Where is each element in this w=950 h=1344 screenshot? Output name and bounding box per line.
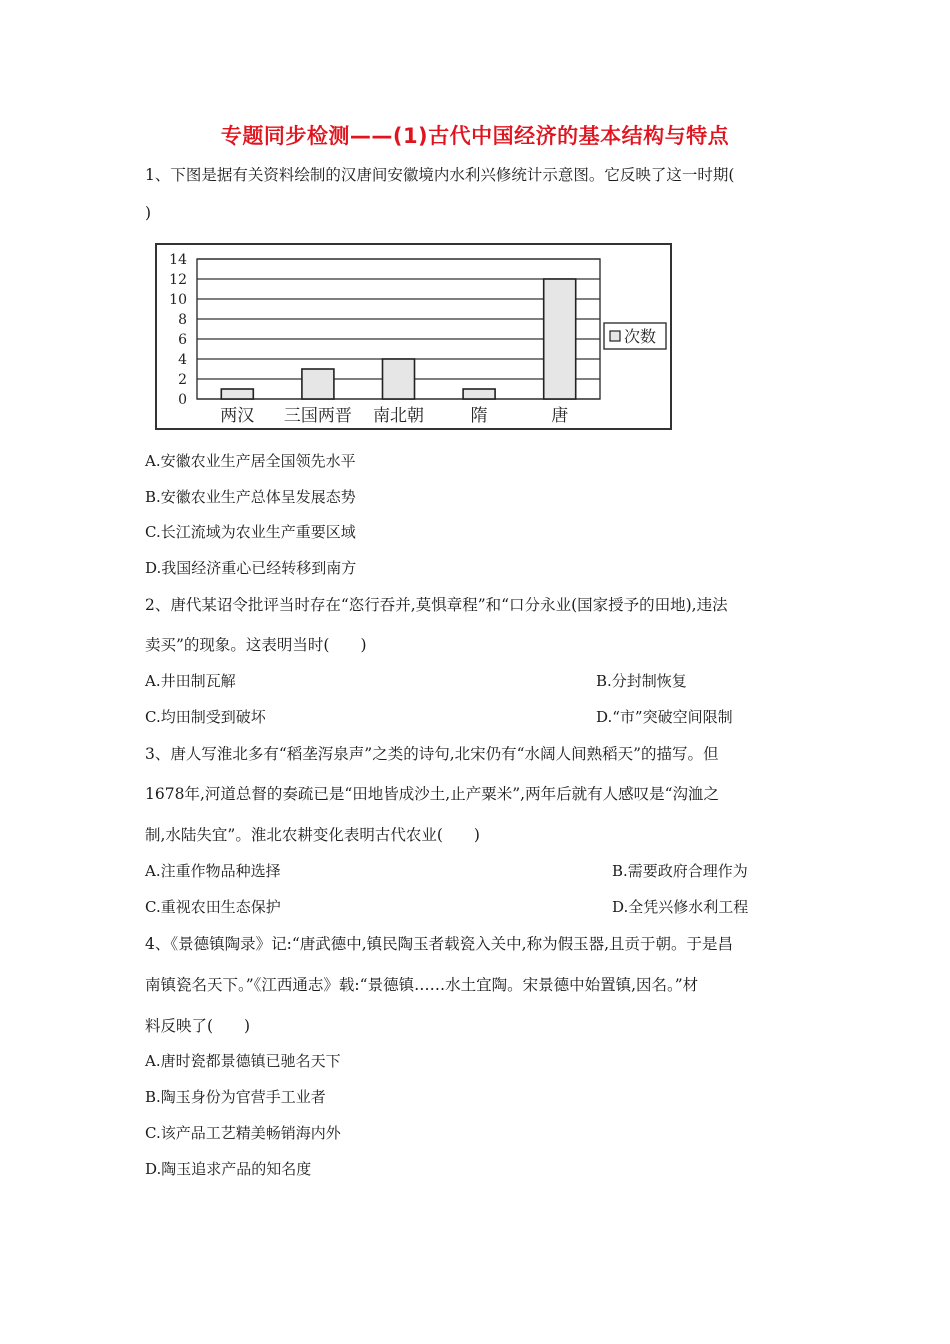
question-3-line-3: 制,水陆失宜”。淮北农耕变化表明古代农业( ) [145,826,480,844]
bar [544,279,576,399]
question-4-option-c[interactable]: C.该产品工艺精美畅销海内外 [145,1124,341,1142]
water-conservancy-chart [155,243,672,430]
question-2-option-d[interactable]: D.“市”突破空间限制 [596,708,733,726]
question-3-option-c[interactable]: C.重视农田生态保护 [145,898,281,916]
question-2-option-a[interactable]: A.井田制瓦解 [145,672,236,690]
y-tick-label: 0 [178,392,187,408]
x-tick-label: 三国两晋 [283,406,352,426]
question-4-option-b[interactable]: B.陶玉身份为官营手工业者 [145,1088,326,1106]
x-tick-label: 隋 [470,406,488,426]
legend-label: 次数 [624,327,657,346]
question-2-line-1: 2、唐代某诏令批评当时存在“恣行吞并,莫惧章程”和“口分永业(国家授予的田地),违法 [145,596,728,614]
y-tick-label: 14 [169,252,187,268]
question-4-option-d[interactable]: D.陶玉追求产品的知名度 [145,1160,312,1178]
question-3-option-b[interactable]: B.需要政府合理作为 [612,862,748,880]
question-2-option-c[interactable]: C.均田制受到破坏 [145,708,266,726]
y-tick-label: 2 [178,372,187,388]
question-1-option-b[interactable]: B.安徽农业生产总体呈发展态势 [145,488,356,506]
question-2-line-2: 卖买”的现象。这表明当时( ) [145,636,367,654]
x-tick-label: 唐 [551,406,569,426]
bar [302,369,334,399]
question-4-line-1: 4、《景德镇陶录》记:“唐武德中,镇民陶玉者载瓷入关中,称为假玉器,且贡于朝。于是昌 [145,935,734,953]
question-2-option-b[interactable]: B.分封制恢复 [596,672,687,690]
question-3-option-a[interactable]: A.注重作物品种选择 [145,862,281,880]
y-tick-label: 12 [169,272,187,288]
bar [221,389,253,399]
question-1-option-d[interactable]: D.我国经济重心已经转移到南方 [145,559,357,577]
question-1-option-c[interactable]: C.长江流域为农业生产重要区域 [145,523,356,541]
y-tick-label: 6 [178,332,187,348]
question-4-line-2: 南镇瓷名天下。”《江西通志》载:“景德镇……水土宜陶。宋景德中始置镇,因名。”材 [145,976,699,994]
page-title: 专题同步检测——(1)古代中国经济的基本结构与特点 [220,124,730,148]
x-tick-label: 两汉 [220,406,255,426]
y-tick-label: 8 [178,312,187,328]
question-3-line-2: 1678年,河道总督的奏疏已是“田地皆成沙土,止产粟米”,两年后就有人感叹是“沟洫之 [145,785,720,803]
bar [463,389,495,399]
y-tick-label: 10 [169,292,187,308]
question-3-line-1: 3、唐人写淮北多有“稻垄泻泉声”之类的诗句,北宋仍有“水阔人间熟稻天”的描写。但 [145,745,719,763]
question-3-option-d[interactable]: D.全凭兴修水利工程 [612,898,749,916]
question-4-line-3: 料反映了( ) [145,1017,251,1035]
bar [383,359,415,399]
question-1-line-2: ) [145,204,152,222]
question-1-option-a[interactable]: A.安徽农业生产居全国领先水平 [145,452,356,470]
y-tick-label: 4 [178,352,187,368]
chart-svg [157,245,674,432]
question-1-line-1: 1、下图是据有关资料绘制的汉唐间安徽境内水利兴修统计示意图。它反映了这一时期( [145,166,735,184]
question-4-option-a[interactable]: A.唐时瓷都景德镇已驰名天下 [145,1052,341,1070]
x-tick-label: 南北朝 [373,406,424,426]
legend-swatch [610,331,620,341]
